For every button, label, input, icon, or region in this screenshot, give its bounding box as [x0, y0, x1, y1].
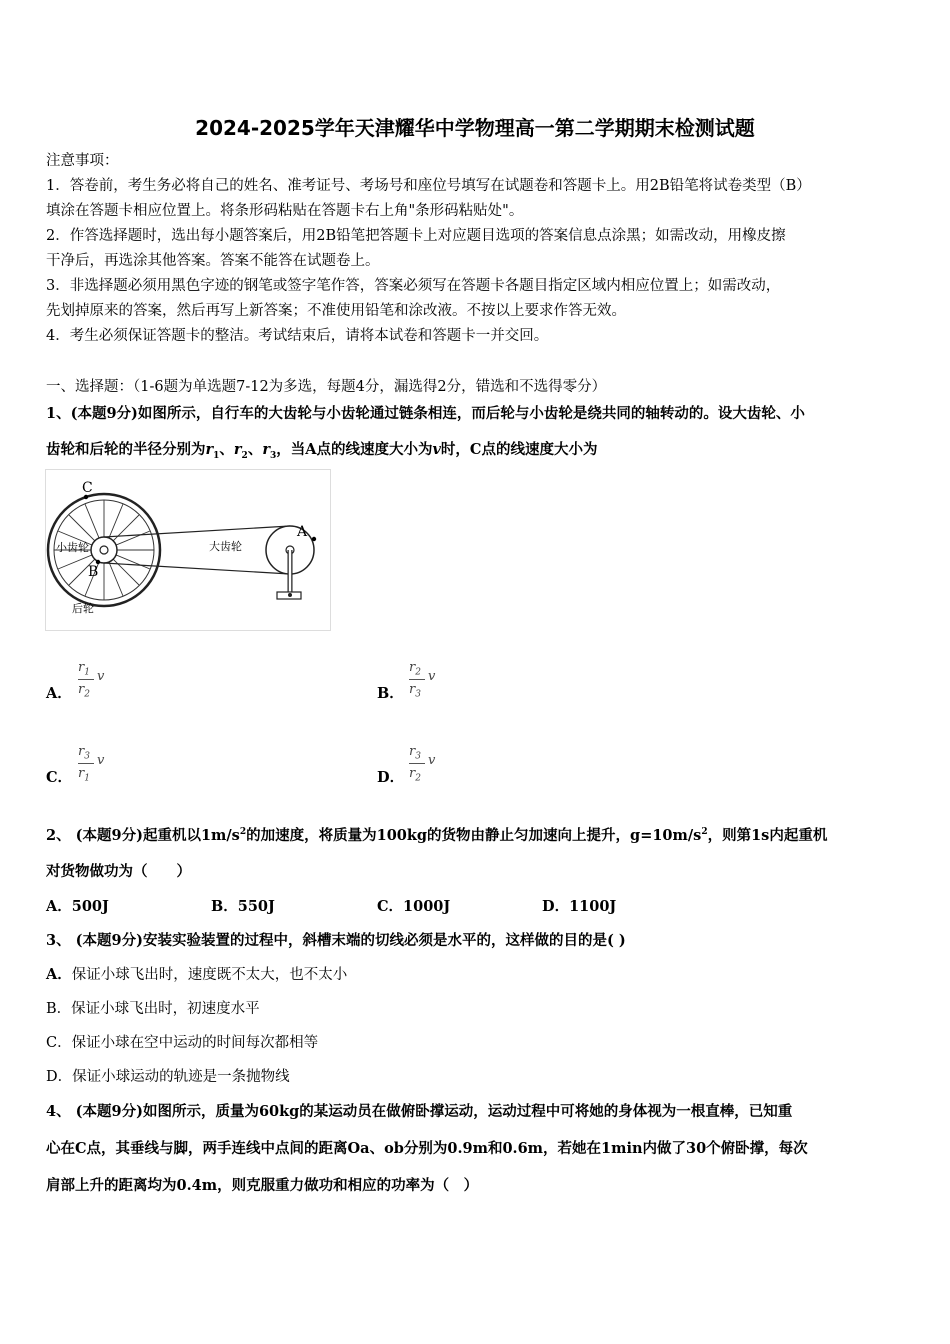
notice-heading: 注意事项： — [46, 153, 119, 169]
notice-line: 4．考生必须保证答题卡的整洁。考试结束后，请将本试卷和答题卡一并交回。 — [46, 328, 549, 344]
question-2-line2: 对货物做功为（ ） — [46, 863, 191, 880]
notice-line: 填涂在答题卡相应位置上。将条形码粘贴在答题卡右上角"条形码粘贴处"。 — [46, 203, 524, 219]
q2-option-d: D．1100J — [542, 898, 617, 915]
label-b: B — [88, 564, 99, 580]
option-d-fraction: $r_3$ $r_2$ v — [409, 744, 436, 784]
question-4-line: 心在C点，其垂线与脚，两手连线中点间的距离Oa、ob分别为0.9m和0.6m，若她在1min内做了30个俯卧撑，每次 — [46, 1140, 808, 1157]
option-a-fraction: $r_1$ $r_2$ v — [78, 660, 105, 700]
bicycle-diagram — [46, 470, 330, 630]
notice-line: 先划掉原来的答案，然后再写上新答案；不准使用铅笔和涂改液。不按以上要求作答无效。 — [46, 303, 626, 319]
question-2-line1: 2、 (本题9分)起重机以$1m/s^2$的加速度，将质量为100kg的货物由静止匀加速向上提升，$g=10m/s^2$，则第1s内起重机 — [46, 827, 828, 844]
bicycle-gear-figure — [45, 469, 331, 631]
notice-line: 1．答卷前，考生务必将自己的姓名、准考证号、考场号和座位号填写在试题卷和答题卡上。用2B铅笔将试卷类型（B） — [46, 178, 811, 194]
rear-axle — [100, 546, 108, 554]
question-3-stem: 3、 (本题9分)安装实验装置的过程中，斜槽末端的切线必须是水平的，这样做的目的是( ) — [46, 932, 626, 949]
option-c-fraction: $r_3$ $r_1$ v — [78, 744, 105, 784]
option-d-letter: D． — [377, 769, 405, 786]
option-c-letter: C． — [46, 769, 73, 786]
question-1-line2: 齿轮和后轮的半径分别为$r_1$、$r_2$、$r_3$，当A点的线速度大小为v时，C点的线速度大小为 — [46, 441, 598, 461]
label-a: A — [297, 524, 308, 540]
chain-top — [104, 526, 290, 537]
q3-option-b: B．保证小球飞出时，初速度水平 — [46, 1001, 260, 1017]
option-b-fraction: $r_2$ $r_3$ v — [409, 660, 436, 700]
page-title: 2024-2025学年天津耀华中学物理高一第二学期期末检测试题 — [195, 116, 755, 140]
label-big-gear: 大齿轮 — [209, 540, 242, 553]
notice-line: 3．非选择题必须用黑色字迹的钢笔或签字笔作答，答案必须写在答题卡各题目指定区域内相应位置上；如需改动， — [46, 278, 781, 294]
option-b-letter: B． — [377, 685, 404, 702]
question-4-line: 4、 (本题9分)如图所示，质量为60kg的某运动员在做俯卧撑运动，运动过程中可将她的身体视为一根直棒，已知重 — [46, 1103, 793, 1120]
q2-option-b: B．550J — [211, 898, 275, 915]
q3-option-c: C．保证小球在空中运动的时间每次都相等 — [46, 1035, 319, 1051]
chain-bottom — [104, 563, 290, 574]
question-1-line1: 1、(本题9分)如图所示，自行车的大齿轮与小齿轮通过链条相连，而后轮与小齿轮是绕共同的轴转动的。设大齿轮、小 — [46, 405, 805, 422]
point-a — [312, 537, 316, 541]
label-rear-wheel: 后轮 — [72, 602, 94, 615]
notice-line: 干净后，再选涂其他答案。答案不能答在试题卷上。 — [46, 253, 380, 269]
q3-option-d: D．保证小球运动的轨迹是一条抛物线 — [46, 1069, 290, 1085]
q2-option-a: A．500J — [46, 898, 109, 915]
label-small-gear: 小齿轮 — [56, 541, 89, 554]
label-c: C — [82, 480, 93, 496]
question-4-line: 肩部上升的距离均为0.4m，则克服重力做功和相应的功率为（ ） — [46, 1177, 479, 1194]
section-heading: 一、选择题：（1-6题为单选题7-12为多选，每题4分，漏选得2分，错选和不选得零分） — [46, 379, 607, 395]
q2-option-c: C．1000J — [377, 898, 451, 915]
q3-option-a: A．保证小球飞出时，速度既不太大，也不太小 — [46, 966, 348, 983]
notice-line: 2．作答选择题时，选出每小题答案后，用2B铅笔把答题卡上对应题目选项的答案信息点涂黑；如需改动，用橡皮擦 — [46, 228, 786, 244]
option-a-letter: A． — [46, 685, 72, 702]
